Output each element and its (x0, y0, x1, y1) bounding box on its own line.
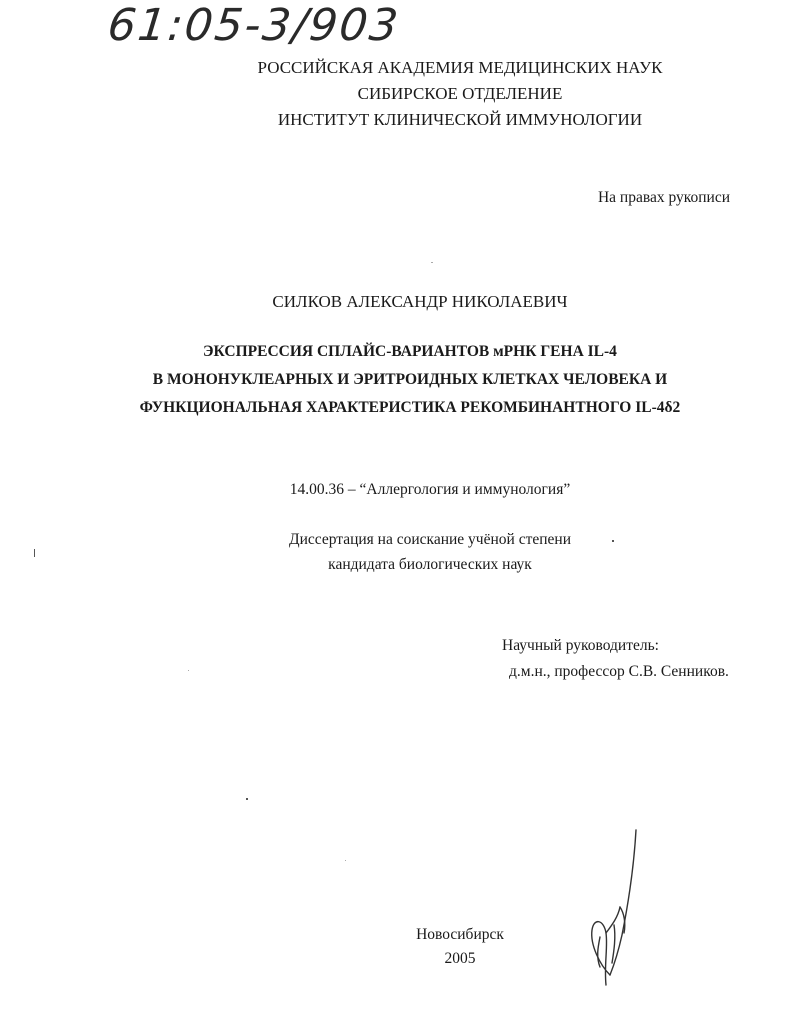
supervisor-name: д.м.н., профессор С.В. Сенников. (509, 663, 729, 680)
degree-line-1: Диссертация на соискание учёной степени (289, 531, 571, 548)
archive-code-handwritten: 61:05-3/903 (105, 0, 403, 51)
degree-line-2: кандидата биологических наук (328, 556, 532, 573)
scan-speck (246, 798, 248, 800)
scan-mark (34, 549, 35, 557)
specialty-code: 14.00.36 – “Аллергология и иммунология” (289, 481, 571, 498)
publication-year: 2005 (444, 950, 476, 967)
publication-city: Новосибирск (416, 926, 504, 943)
thesis-title-line-3: ФУНКЦИОНАЛЬНАЯ ХАРАКТЕРИСТИКА РЕКОМБИНАНТНОГО IL-4δ2 (139, 399, 681, 416)
scan-speck (431, 262, 433, 263)
academy-name: РОССИЙСКАЯ АКАДЕМИЯ МЕДИЦИНСКИХ НАУК (257, 58, 663, 77)
scan-speck (612, 540, 614, 542)
supervisor-label: Научный руководитель: (502, 637, 659, 654)
branch-name: СИБИРСКОЕ ОТДЕЛЕНИЕ (357, 84, 563, 103)
handwritten-signature (570, 825, 660, 990)
scan-speck (345, 860, 346, 861)
thesis-title-line-2: В МОНОНУКЛЕАРНЫХ И ЭРИТРОИДНЫХ КЛЕТКАХ ЧЕЛОВЕКА И (152, 371, 668, 388)
institute-name: ИНСТИТУТ КЛИНИЧЕСКОЙ ИММУНОЛОГИИ (277, 110, 643, 129)
thesis-title-line-1: ЭКСПРЕССИЯ СПЛАЙС-ВАРИАНТОВ мРНК ГЕНА IL-4 (203, 343, 617, 360)
scan-speck (188, 670, 189, 671)
manuscript-rights-note: На правах рукописи (597, 189, 730, 206)
author-name: СИЛКОВ АЛЕКСАНДР НИКОЛАЕВИЧ (272, 292, 568, 311)
